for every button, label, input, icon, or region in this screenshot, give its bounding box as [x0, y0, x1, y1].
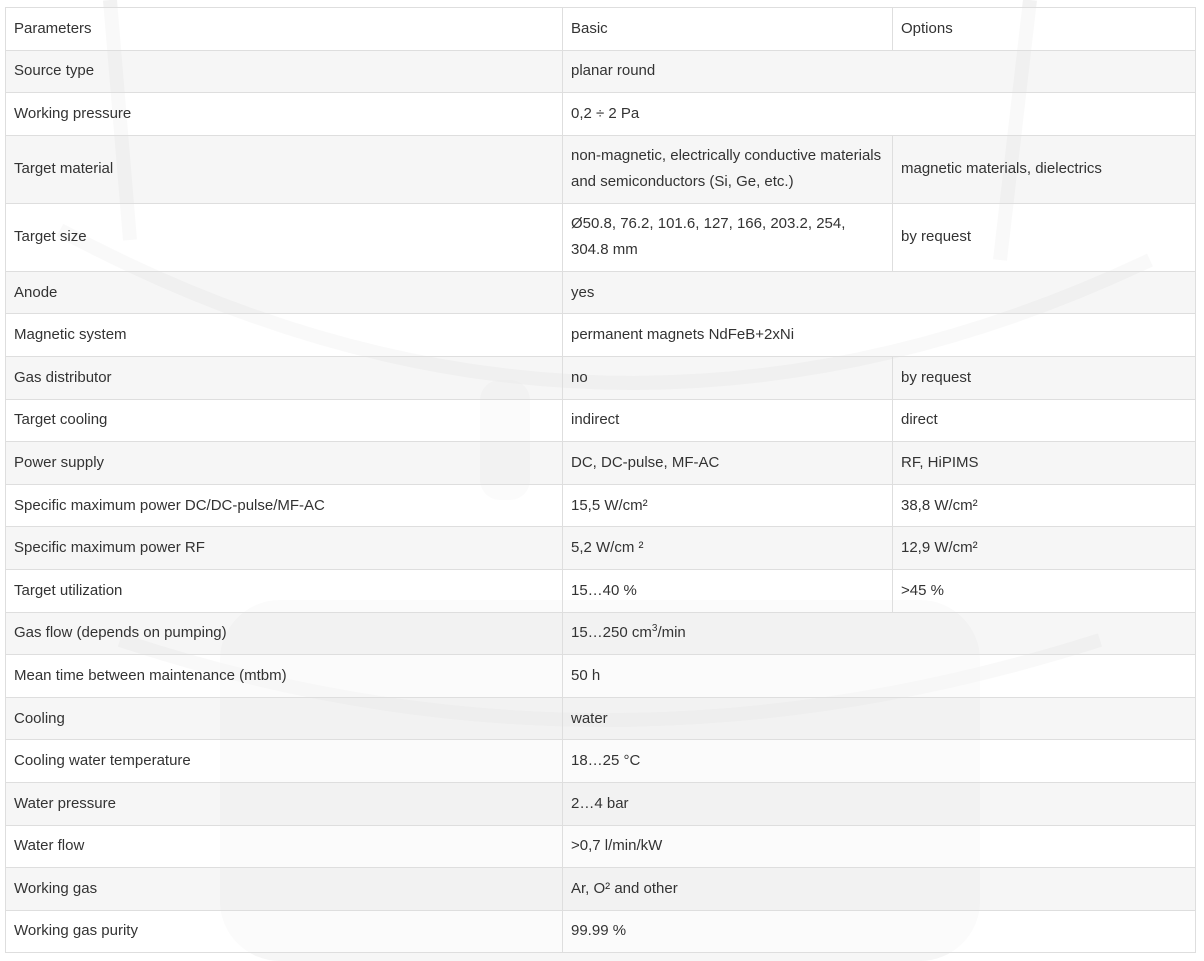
basic-cell: no: [563, 356, 893, 399]
basic-cell: yes: [563, 271, 1196, 314]
param-cell: Power supply: [6, 442, 563, 485]
basic-cell: 2…4 bar: [563, 782, 1196, 825]
param-cell: Water pressure: [6, 782, 563, 825]
param-cell: Specific maximum power RF: [6, 527, 563, 570]
table-row: [6, 740, 1196, 783]
table-row: [6, 271, 1196, 314]
options-cell: 12,9 W/cm²: [893, 527, 1196, 570]
basic-cell: indirect: [563, 399, 893, 442]
header-basic: Basic: [563, 8, 893, 51]
basic-cell: [563, 612, 1196, 655]
table-row: [6, 569, 1196, 612]
param-cell: Specific maximum power DC/DC-pulse/MF-AC: [6, 484, 563, 527]
table-row: [6, 868, 1196, 911]
basic-cell: 99.99 %: [563, 910, 1196, 953]
param-cell: Gas distributor: [6, 356, 563, 399]
basic-cell: non-magnetic, electrically conductive materials and semiconductors (Si, Ge, etc.): [563, 135, 893, 203]
header-options: Options: [893, 8, 1196, 51]
gas-flow-value: 15…250 cm: [571, 624, 652, 642]
basic-cell: DC, DC-pulse, MF-AC: [563, 442, 893, 485]
basic-cell: Ar, O² and other: [563, 868, 1196, 911]
basic-cell: water: [563, 697, 1196, 740]
table-row: [6, 442, 1196, 485]
basic-cell: 15…40 %: [563, 569, 893, 612]
basic-cell: 5,2 W/cm ²: [563, 527, 893, 570]
basic-cell: 0,2 ÷ 2 Pa: [563, 93, 1196, 136]
options-cell: >45 %: [893, 569, 1196, 612]
param-cell: Working pressure: [6, 93, 563, 136]
basic-cell: 50 h: [563, 655, 1196, 698]
options-cell: 38,8 W/cm²: [893, 484, 1196, 527]
options-cell: magnetic materials, dielectrics: [893, 135, 1196, 203]
param-cell: Mean time between maintenance (mtbm): [6, 655, 563, 698]
gas-flow-exponent: 3: [651, 623, 658, 635]
param-cell: Cooling water temperature: [6, 740, 563, 783]
basic-cell: >0,7 l/min/kW: [563, 825, 1196, 868]
param-cell: Target material: [6, 135, 563, 203]
table-row: [6, 399, 1196, 442]
param-cell: Target cooling: [6, 399, 563, 442]
table-row: [6, 356, 1196, 399]
param-cell: Gas flow (depends on pumping): [6, 612, 563, 655]
basic-cell: 18…25 °С: [563, 740, 1196, 783]
table-row: [6, 612, 1196, 655]
options-cell: RF, HiPIMS: [893, 442, 1196, 485]
table-header-row: [6, 8, 1196, 51]
table-row: [6, 314, 1196, 357]
table-row: [6, 203, 1196, 271]
options-cell: direct: [893, 399, 1196, 442]
table-row: [6, 825, 1196, 868]
gas-flow-unit: /min: [657, 624, 686, 642]
table-row: [6, 527, 1196, 570]
param-cell: Magnetic system: [6, 314, 563, 357]
table-row: [6, 697, 1196, 740]
param-cell: Working gas: [6, 868, 563, 911]
param-cell: Anode: [6, 271, 563, 314]
param-cell: Source type: [6, 50, 563, 93]
options-cell: by request: [893, 356, 1196, 399]
table-row: [6, 782, 1196, 825]
table-row: [6, 50, 1196, 93]
parameters-table: [5, 7, 1196, 953]
header-parameters: Parameters: [6, 8, 563, 51]
param-cell: Working gas purity: [6, 910, 563, 953]
basic-cell: 15,5 W/cm²: [563, 484, 893, 527]
table-row: [6, 484, 1196, 527]
param-cell: Target size: [6, 203, 563, 271]
table-row: [6, 655, 1196, 698]
param-cell: Cooling: [6, 697, 563, 740]
table-row: [6, 135, 1196, 203]
param-cell: Water flow: [6, 825, 563, 868]
basic-cell: permanent magnets NdFeB+2xNi: [563, 314, 1196, 357]
options-cell: by request: [893, 203, 1196, 271]
table-row: [6, 93, 1196, 136]
table-row: [6, 910, 1196, 953]
param-cell: Target utilization: [6, 569, 563, 612]
basic-cell: Ø50.8, 76.2, 101.6, 127, 166, 203.2, 254, 304.8 mm: [563, 203, 893, 271]
basic-cell: planar round: [563, 50, 1196, 93]
